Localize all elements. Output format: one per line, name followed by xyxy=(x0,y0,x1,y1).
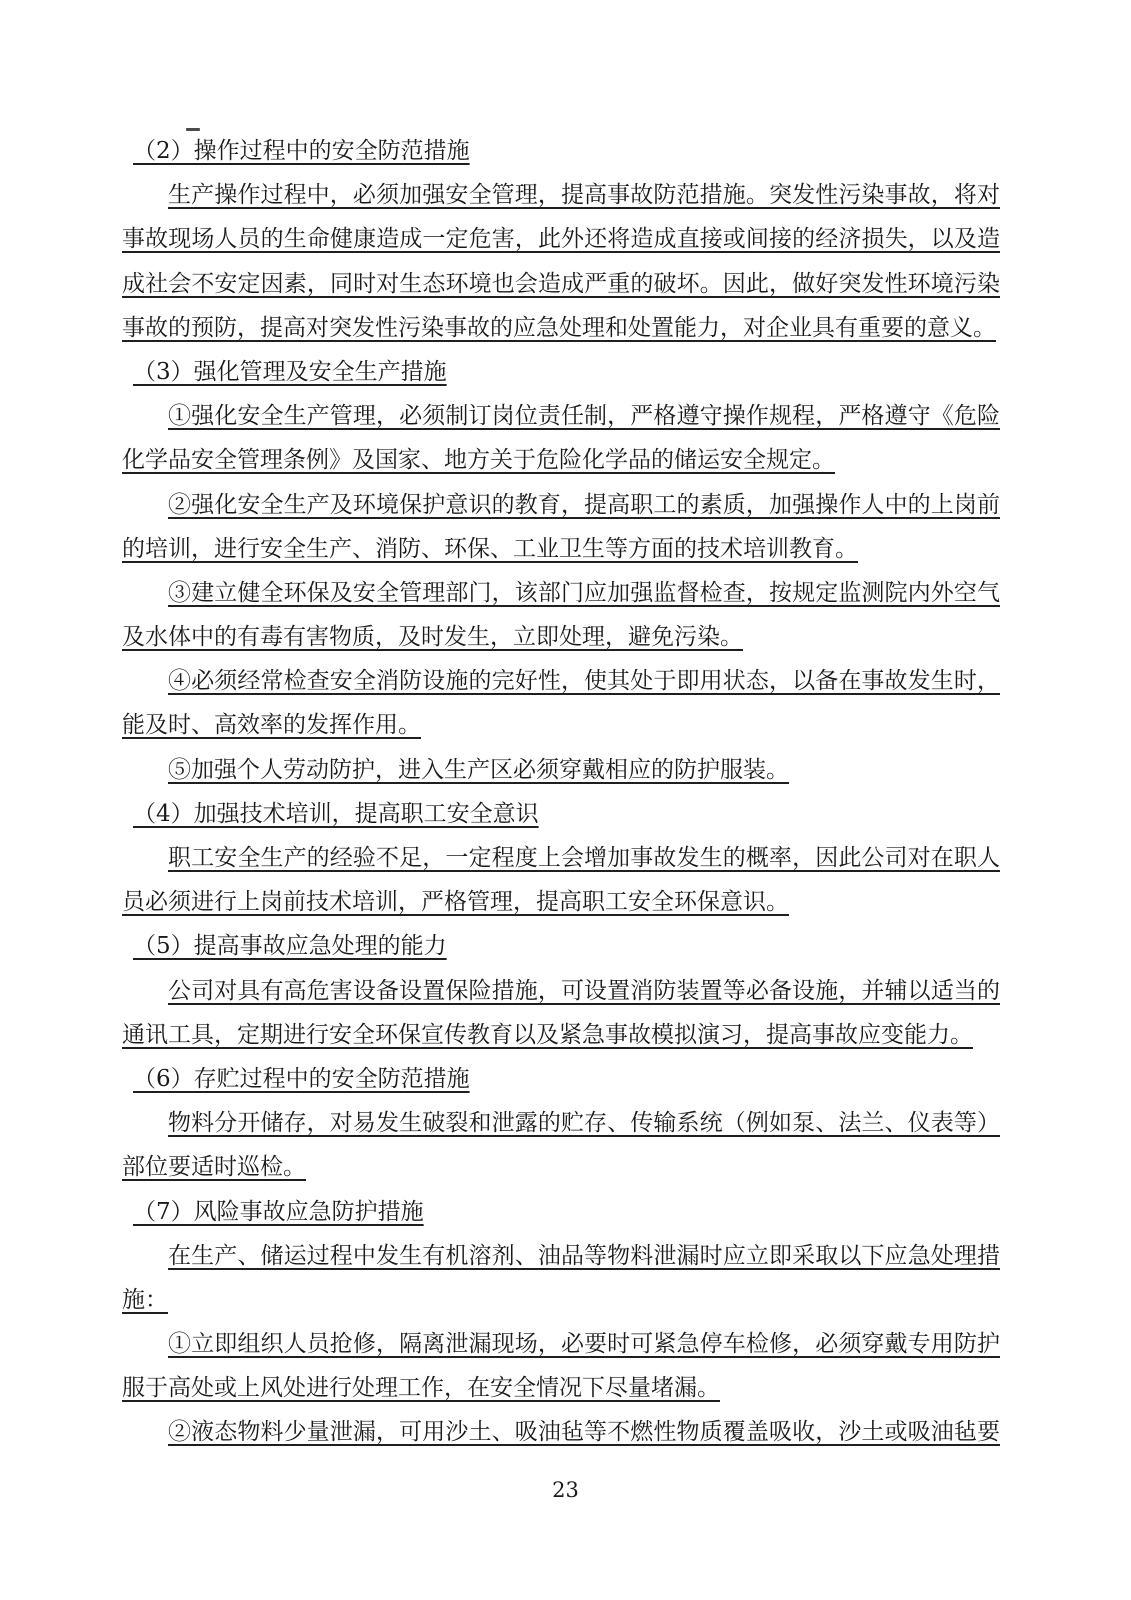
line-text: （6）存贮过程中的安全防范措施 xyxy=(133,1065,470,1092)
section-heading xyxy=(122,350,1000,394)
section-heading xyxy=(122,1057,1000,1101)
line-text: ③建立健全环保及安全管理部门，该部门应加强监督检查，按规定监测院内外空气 xyxy=(168,579,1000,606)
line-text: ②液态物料少量泄漏，可用沙土、吸油毡等不燃性物质覆盖吸收，沙土或吸油毡要 xyxy=(168,1419,1000,1446)
line-text: 成社会不安定因素，同时对生态环境也会造成严重的破坏。因此，做好突发性环境污染 xyxy=(122,270,1000,297)
line-text: 公司对具有高危害设备设置保险措施，可设置消防装置等必备设施，并辅以适当的 xyxy=(168,977,1000,1004)
line-text: （4）加强技术培训，提高职工安全意识 xyxy=(133,800,539,827)
text-line xyxy=(122,748,1000,792)
line-text: ①立即组织人员抢修，隔离泄漏现场，必要时可紧急停车检修，必须穿戴专用防护 xyxy=(168,1331,1000,1358)
line-text: （2）操作过程中的安全防范措施 xyxy=(133,138,470,164)
line-text: 的培训，进行安全生产、消防、环保、工业卫生等方面的技术培训教育。 xyxy=(122,535,858,562)
text-line xyxy=(122,1366,1000,1410)
section-heading xyxy=(122,1190,1000,1234)
section-heading xyxy=(122,129,1000,173)
line-text: 及水体中的有毒有害物质，及时发生，立即处理，避免污染。 xyxy=(122,624,743,651)
text-line xyxy=(122,1322,1000,1366)
text-line xyxy=(122,483,1000,527)
text-line xyxy=(122,969,1000,1013)
text-line xyxy=(122,1101,1000,1145)
line-text: 职工安全生产的经验不足，一定程度上会增加事故发生的概率，因此公司对在职人 xyxy=(168,845,1000,871)
section-heading xyxy=(122,792,1000,836)
page-number: 23 xyxy=(552,1478,579,1502)
text-line xyxy=(122,173,1000,217)
text-line xyxy=(122,880,1000,924)
text-line xyxy=(122,1278,1000,1322)
text-line xyxy=(122,1410,1000,1454)
text-line xyxy=(122,659,1000,703)
line-text: （5）提高事故应急处理的能力 xyxy=(133,933,447,960)
text-line xyxy=(122,262,1000,306)
line-text: 生产操作过程中，必须加强安全管理，提高事故防范措施。突发性污染事故，将对 xyxy=(168,182,1000,209)
line-text: 事故的预防，提高对突发性污染事故的应急处理和处置能力，对企业具有重要的意义。 xyxy=(122,314,996,341)
line-text: 能及时、高效率的发挥作用。 xyxy=(122,712,421,739)
line-text: ⑤加强个人劳动防护，进入生产区必须穿戴相应的防护服装。 xyxy=(168,756,789,783)
text-line xyxy=(122,615,1000,659)
line-text: ④必须经常检查安全消防设施的完好性，使其处于即用状态，以备在事故发生时， xyxy=(168,668,1000,695)
text-line xyxy=(122,1013,1000,1057)
line-text: 员必须进行上岗前技术培训，严格管理，提高职工安全环保意识。 xyxy=(122,889,789,916)
text-line xyxy=(122,1234,1000,1278)
line-text: ②强化安全生产及环境保护意识的教育，提高职工的素质，加强操作人中的上岗前 xyxy=(168,491,1000,518)
text-line xyxy=(122,394,1000,438)
line-text: 在生产、储运过程中发生有机溶剂、油品等物料泄漏时应立即采取以下应急处理措 xyxy=(168,1242,1000,1269)
line-text: 化学品安全管理条例》及国家、地方关于危险化学品的储运安全规定。 xyxy=(122,447,835,474)
text-line xyxy=(122,306,1000,350)
line-text: （7）风险事故应急防护措施 xyxy=(133,1198,424,1225)
document-body xyxy=(122,129,1000,1455)
line-text: 施： xyxy=(122,1286,168,1313)
text-line xyxy=(122,1145,1000,1189)
line-text: 物料分开储存，对易发生破裂和泄露的贮存、传输系统（例如泵、法兰、仪表等） xyxy=(168,1110,1000,1137)
text-line xyxy=(122,217,1000,261)
line-text: （3）强化管理及安全生产措施 xyxy=(133,358,447,385)
line-text: 通讯工具，定期进行安全环保宣传教育以及紧急事故模拟演习，提高事故应变能力。 xyxy=(122,1021,973,1048)
text-line xyxy=(122,527,1000,571)
line-text: 事故现场人员的生命健康造成一定危害，此外还将造成直接或间接的经济损失，以及造 xyxy=(122,226,1000,253)
line-text: 部位要适时巡检。 xyxy=(122,1154,306,1181)
line-text: ①强化安全生产管理，必须制订岗位责任制，严格遵守操作规程，严格遵守《危险 xyxy=(168,403,1000,430)
line-text: 服于高处或上风处进行处理工作，在安全情况下尽量堵漏。 xyxy=(122,1375,720,1402)
section-heading xyxy=(122,924,1000,968)
text-line xyxy=(122,571,1000,615)
text-line xyxy=(122,438,1000,482)
text-line xyxy=(122,836,1000,880)
text-line xyxy=(122,703,1000,747)
